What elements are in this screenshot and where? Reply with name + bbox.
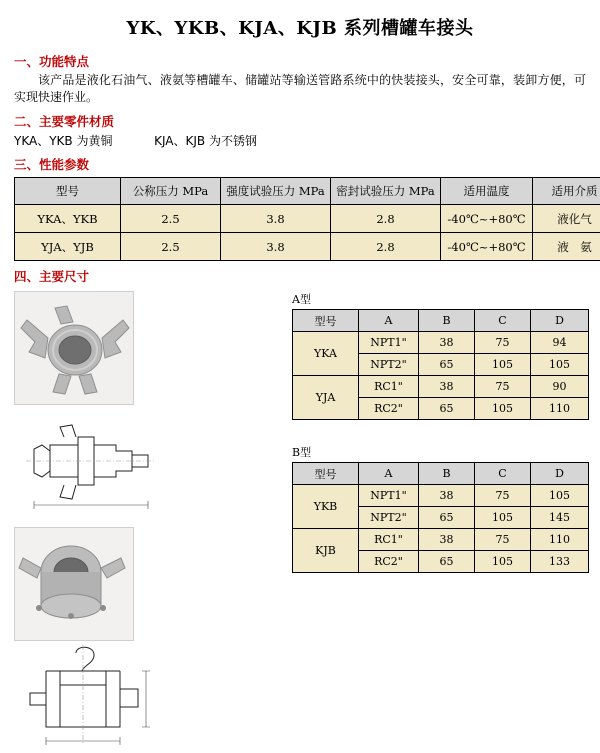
dim-a-cell: RC1": [359, 376, 419, 398]
figure-row-b: [14, 527, 282, 753]
dim-a-header-cell: C: [475, 310, 531, 332]
perf-cell: 液化气: [533, 205, 600, 233]
figure-row-a: [14, 291, 282, 517]
dim-a-cell: NPT2": [359, 354, 419, 376]
dim-b-cell: 38: [419, 529, 475, 551]
perf-header-cell: 适用温度: [441, 178, 533, 205]
table-row: [15, 205, 600, 233]
dimensions-section: [0, 291, 600, 541]
dim-b-cell: 105: [475, 551, 531, 573]
materials-line: [14, 132, 600, 149]
dim-a-cell: RC2": [359, 398, 419, 420]
perf-cell: 2.8: [331, 205, 441, 233]
table-row: [293, 529, 589, 551]
dim-b-cell: RC2": [359, 551, 419, 573]
dim-a-cell: 75: [475, 332, 531, 354]
perf-header-cell: 型号: [15, 178, 121, 205]
dim-a-cell: 105: [475, 398, 531, 420]
dimension-table-b: [292, 462, 589, 573]
perf-cell-model: YKA、YKB: [15, 205, 121, 233]
type-label-b: B型: [292, 444, 588, 460]
section-heading-features: 一、功能特点: [14, 52, 600, 70]
table-row: [293, 485, 589, 507]
perf-cell: 3.8: [221, 205, 331, 233]
perf-cell: -40℃~+80℃: [441, 233, 533, 261]
dim-b-cell: 65: [419, 551, 475, 573]
perf-header-cell: 公称压力 MPa: [121, 178, 221, 205]
table-row: [15, 233, 600, 261]
perf-cell: -40℃~+80℃: [441, 205, 533, 233]
dim-a-cell: 105: [531, 354, 589, 376]
dimension-table-a-block: [292, 291, 588, 420]
dim-a-model-cell: YJA: [293, 376, 359, 420]
coupling-drawing-a-graphic: [20, 405, 160, 517]
dim-b-model-cell: YKB: [293, 485, 359, 529]
dim-a-cell: 38: [419, 376, 475, 398]
performance-table: [14, 177, 600, 261]
materials-text-brass: YKA、YKB 为黄铜: [14, 134, 112, 148]
dim-a-cell: 94: [531, 332, 589, 354]
table-row: [293, 332, 589, 354]
dimension-table-b-block: [292, 444, 588, 573]
perf-cell: 2.5: [121, 205, 221, 233]
dim-b-cell: 133: [531, 551, 589, 573]
materials-text-steel: KJA、KJB 为不锈钢: [154, 134, 257, 148]
dim-a-cell: 105: [475, 354, 531, 376]
dim-b-header-cell: 型号: [293, 463, 359, 485]
dim-b-cell: 65: [419, 507, 475, 529]
section-heading-dimensions: 四、主要尺寸: [14, 267, 600, 285]
dim-a-header-cell: 型号: [293, 310, 359, 332]
dim-b-cell: 145: [531, 507, 589, 529]
table-header-row: [293, 463, 589, 485]
dim-a-cell: 38: [419, 332, 475, 354]
page-title: YK、YKB、KJA、KJB 系列槽罐车接头: [0, 0, 600, 46]
dim-a-cell: 65: [419, 354, 475, 376]
coupling-photo-a-graphic: [15, 292, 133, 404]
perf-cell: 3.8: [221, 233, 331, 261]
dim-b-cell: NPT2": [359, 507, 419, 529]
coupling-drawing-b-graphic: [20, 641, 160, 753]
coupling-photo-b: [14, 527, 134, 641]
perf-cell-model: YJA、YJB: [15, 233, 121, 261]
features-text: 该产品是液化石油气、液氨等槽罐车、储罐站等输送管路系统中的快装接头，安全可靠，装卸方便，可实现快速作业。: [14, 72, 586, 106]
dim-a-cell: 75: [475, 376, 531, 398]
dim-a-model-cell: YKA: [293, 332, 359, 376]
coupling-photo-b-graphic: [15, 528, 133, 640]
dim-a-header-cell: D: [531, 310, 589, 332]
table-row: [293, 376, 589, 398]
coupling-photo-a: [14, 291, 134, 405]
dimension-table-a: [292, 309, 589, 420]
dim-b-header-cell: B: [419, 463, 475, 485]
dim-b-cell: 110: [531, 529, 589, 551]
dim-b-header-cell: D: [531, 463, 589, 485]
table-header-row: [293, 310, 589, 332]
dim-a-cell: 65: [419, 398, 475, 420]
section-heading-materials: 二、主要零件材质: [14, 112, 600, 130]
section-heading-performance: 三、性能参数: [14, 155, 600, 173]
dim-b-cell: 105: [531, 485, 589, 507]
dim-b-model-cell: KJB: [293, 529, 359, 573]
dim-a-cell: NPT1": [359, 332, 419, 354]
dim-b-header-cell: A: [359, 463, 419, 485]
dim-b-cell: RC1": [359, 529, 419, 551]
coupling-drawing-a: [20, 405, 160, 517]
dim-b-cell: 105: [475, 507, 531, 529]
table-header-row: [15, 178, 600, 205]
perf-cell: 液 氨: [533, 233, 600, 261]
dim-b-cell: 75: [475, 529, 531, 551]
dim-a-header-cell: A: [359, 310, 419, 332]
perf-header-cell: 适用介质: [533, 178, 600, 205]
dim-b-cell: NPT1": [359, 485, 419, 507]
dim-b-cell: 75: [475, 485, 531, 507]
dim-b-cell: 38: [419, 485, 475, 507]
perf-cell: 2.8: [331, 233, 441, 261]
dimension-tables-column: [292, 291, 588, 573]
perf-cell: 2.5: [121, 233, 221, 261]
dim-a-header-cell: B: [419, 310, 475, 332]
perf-header-cell: 密封试验压力 MPa: [331, 178, 441, 205]
dim-a-cell: 110: [531, 398, 589, 420]
perf-header-cell: 强度试验压力 MPa: [221, 178, 331, 205]
figure-column: [14, 291, 282, 753]
dim-a-cell: 90: [531, 376, 589, 398]
coupling-drawing-b: [20, 641, 160, 753]
dim-b-header-cell: C: [475, 463, 531, 485]
type-label-a: A型: [292, 291, 588, 307]
